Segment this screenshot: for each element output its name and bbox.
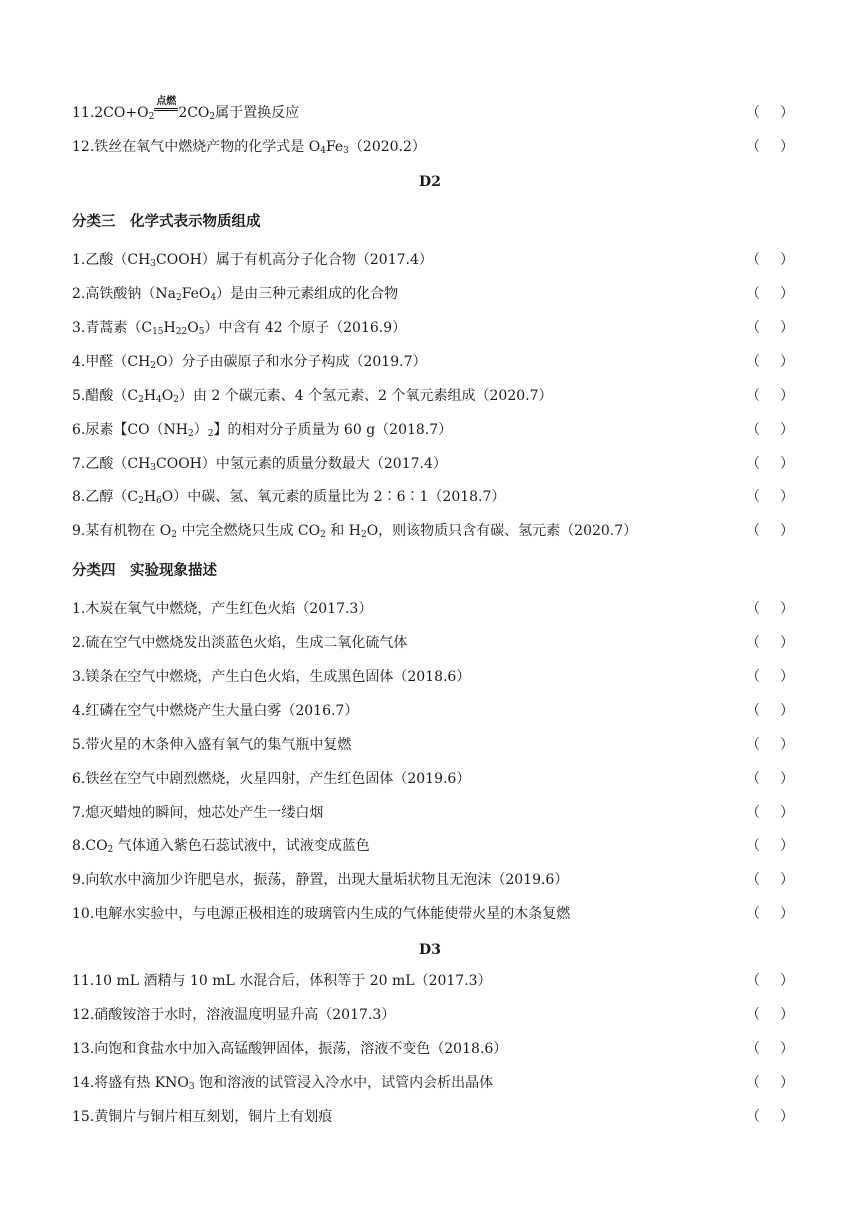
paren-open: （: [746, 906, 760, 922]
text-fragment: 10.电解水实验中，与电源正极相连的玻璃管内生成的气体能使带火星的木条复燃: [72, 906, 571, 922]
paren-open: （: [746, 456, 760, 472]
question-text: [72, 903, 570, 925]
paren-close: ）: [780, 1041, 794, 1057]
paren-close: ）: [780, 456, 794, 472]
paren-open: （: [746, 635, 760, 651]
paren-open: （: [746, 489, 760, 505]
subscript: 15: [152, 327, 164, 337]
text-fragment: 6.尿素【CO（NH: [72, 422, 189, 438]
answer-parentheses[interactable]: [746, 1106, 794, 1128]
paren-open: （: [746, 838, 760, 854]
subscript: 3: [150, 259, 157, 269]
paren-close: ）: [780, 105, 794, 121]
question-item: [72, 768, 794, 790]
text-fragment: 2.硫在空气中燃烧发出淡蓝色火焰，生成二氧化硫气体: [72, 635, 408, 651]
question-item: [72, 734, 794, 756]
question-text: [72, 869, 568, 891]
question-text: [72, 768, 470, 790]
text-fragment: 4.红磷在空气中燃烧产生大量白雾（2016.7）: [72, 703, 359, 719]
subscript: 2: [209, 112, 216, 122]
subscript: 2: [207, 429, 214, 439]
answer-parentheses[interactable]: [746, 1004, 794, 1026]
question-text: [72, 598, 372, 620]
question-text: [72, 520, 637, 542]
question-item: [72, 283, 794, 305]
paren-close: ）: [780, 973, 794, 989]
text-fragment: 属于置换反应: [215, 105, 300, 121]
text-fragment: O: [161, 388, 174, 404]
answer-parentheses[interactable]: [746, 486, 794, 508]
paren-close: ）: [780, 388, 794, 404]
subscript: 6: [156, 496, 162, 506]
paren-open: （: [746, 1075, 760, 1091]
answer-parentheses[interactable]: [746, 520, 794, 542]
paren-close: ）: [780, 805, 794, 821]
question-text: [72, 734, 351, 756]
subscript: 2: [150, 361, 157, 371]
question-text: [72, 1004, 395, 1026]
text-fragment: H: [143, 489, 157, 505]
paren-open: （: [746, 422, 760, 438]
paren-open: （: [746, 354, 760, 370]
text-fragment: 7.熄灭蜡烛的瞬间，烛芯处产生一缕白烟: [72, 805, 324, 821]
question-number: 12.: [72, 139, 95, 155]
answer-parentheses[interactable]: [746, 102, 794, 124]
paren-open: （: [746, 973, 760, 989]
question-item: [72, 1106, 794, 1128]
paren-close: ）: [780, 737, 794, 753]
answer-parentheses[interactable]: [746, 249, 794, 271]
formula-fragment: 2CO+O: [94, 105, 149, 121]
text-fragment: 气体通入紫色石蕊试液中，试液变成蓝色: [113, 838, 370, 854]
paren-close: ）: [780, 252, 794, 268]
text-fragment: 1.木炭在氧气中燃烧，产生红色火焰（2017.3）: [72, 601, 373, 617]
text-fragment: 铁丝在氧气中燃烧产物的化学式是 O: [94, 139, 321, 155]
paren-close: ）: [780, 523, 794, 539]
page-marker: D3: [419, 942, 441, 958]
question-text: [72, 1106, 332, 1128]
answer-parentheses[interactable]: [746, 700, 794, 722]
text-fragment: 6.铁丝在空气中剧烈燃烧，火星四射，产生红色固体（2019.6）: [72, 771, 471, 787]
question-item: [72, 419, 794, 441]
paren-open: （: [746, 703, 760, 719]
answer-parentheses[interactable]: [746, 970, 794, 992]
text-fragment: 4.甲醛（CH: [72, 354, 151, 370]
formula-fragment: 2CO: [178, 105, 210, 121]
question-text: [72, 385, 553, 407]
paren-open: （: [746, 320, 760, 336]
subscript: 3: [188, 1082, 195, 1092]
question-text: [72, 419, 452, 441]
question-text: [72, 317, 406, 339]
paren-close: ）: [780, 601, 794, 617]
question-item: [72, 869, 794, 891]
text-fragment: 7.乙酸（CH: [72, 456, 151, 472]
paren-close: ）: [780, 838, 794, 854]
answer-parentheses[interactable]: [746, 666, 794, 688]
paren-close: ）: [780, 286, 794, 302]
subscript: 2: [107, 845, 114, 855]
paren-open: （: [746, 872, 760, 888]
paren-open: （: [746, 669, 760, 685]
paren-close: ）: [780, 489, 794, 505]
answer-parentheses[interactable]: [746, 835, 794, 857]
subscript: 2: [138, 395, 144, 405]
text-fragment: 9.某有机物在 O: [72, 523, 172, 539]
answer-parentheses[interactable]: [746, 136, 794, 158]
paren-open: （: [746, 252, 760, 268]
question-text: [72, 970, 492, 992]
answer-parentheses[interactable]: [746, 419, 794, 441]
text-fragment: 15.黄铜片与铜片相互刻划，铜片上有划痕: [72, 1109, 333, 1125]
subscript: 2: [138, 496, 144, 506]
paren-open: （: [746, 388, 760, 404]
question-number: 11.: [72, 105, 95, 121]
question-item: [72, 486, 794, 508]
paren-close: ）: [780, 422, 794, 438]
subscript: 4: [156, 395, 162, 405]
text-fragment: 11.10 mL 酒精与 10 mL 水混合后，体积等于 20 mL（2017.3）: [72, 973, 492, 989]
question-item: [72, 1004, 794, 1026]
answer-parentheses[interactable]: [746, 802, 794, 824]
text-fragment: O）分子由碳原子和水分子构成（2019.7）: [156, 354, 427, 370]
text-fragment: 8.乙醇（C: [72, 489, 139, 505]
paren-close: ）: [780, 320, 794, 336]
page-marker: D2: [419, 174, 441, 190]
text-fragment: COOH）中氢元素的质量分数最大（2017.4）: [156, 456, 447, 472]
paren-close: ）: [780, 1007, 794, 1023]
answer-parentheses[interactable]: [746, 453, 794, 475]
question-item: [72, 317, 794, 339]
answer-parentheses[interactable]: [746, 768, 794, 790]
text-fragment: 和 H: [325, 523, 361, 539]
text-fragment: O）中碳、氢、氧元素的质量比为 2∶6∶1（2018.7）: [161, 489, 506, 505]
question-text: [72, 700, 358, 722]
answer-parentheses[interactable]: [746, 385, 794, 407]
answer-parentheses[interactable]: [746, 317, 794, 339]
subscript: 2: [320, 530, 326, 540]
formula-fragment: Fe: [325, 139, 344, 155]
question-text: [72, 453, 447, 475]
question-item: [72, 970, 794, 992]
question-item: [72, 666, 794, 688]
reaction-condition: [154, 96, 178, 117]
paren-close: ）: [780, 139, 794, 155]
subscript: 22: [175, 327, 188, 337]
text-fragment: 12.硝酸铵溶于水时，溶液温度明显升高（2017.3）: [72, 1007, 396, 1023]
text-fragment: H: [143, 388, 157, 404]
text-fragment: COOH）属于有机高分子化合物（2017.4）: [156, 252, 433, 268]
question-text: [72, 802, 323, 824]
text-fragment: O，则该物质只含有碳、氢元素（2020.7）: [366, 523, 638, 539]
question-item: [72, 1072, 794, 1094]
question-item: [72, 632, 794, 654]
question-text: [72, 666, 470, 688]
question-item: [72, 249, 794, 271]
section-heading: 分类三 化学式表示物质组成: [72, 214, 261, 230]
answer-parentheses[interactable]: [746, 869, 794, 891]
question-item: [72, 136, 794, 158]
subscript: 4: [210, 293, 217, 303]
text-fragment: 3.镁条在空气中燃烧，产生白色火焰，生成黑色固体（2018.6）: [72, 669, 471, 685]
text-fragment: 14.将盛有热 KNO: [72, 1075, 189, 1091]
paren-open: （: [746, 601, 760, 617]
question-text: [72, 283, 398, 305]
question-text: [72, 1038, 507, 1060]
paren-close: ）: [780, 1109, 794, 1125]
question-text: [72, 249, 433, 271]
question-text: [72, 1072, 493, 1094]
paren-close: ）: [780, 669, 794, 685]
answer-parentheses[interactable]: [746, 1038, 794, 1060]
subscript: 2: [360, 530, 367, 540]
text-fragment: （2020.2）: [348, 139, 426, 155]
paren-close: ）: [780, 635, 794, 651]
text-fragment: H: [163, 320, 176, 336]
text-fragment: 5.带火星的木条伸入盛有氧气的集气瓶中复燃: [72, 737, 352, 753]
subscript: 5: [198, 327, 205, 337]
answer-parentheses[interactable]: [746, 632, 794, 654]
paren-open: （: [746, 105, 760, 121]
text-fragment: 8.CO: [72, 838, 108, 854]
subscript: 2: [188, 429, 194, 439]
paren-open: （: [746, 1041, 760, 1057]
paren-open: （: [746, 1109, 760, 1125]
text-fragment: ）中含有 42 个原子（2016.9）: [204, 320, 407, 336]
answer-parentheses[interactable]: [746, 598, 794, 620]
answer-parentheses[interactable]: [746, 1072, 794, 1094]
question-item: [72, 802, 794, 824]
subscript: 4: [320, 146, 326, 156]
question-text: [72, 351, 426, 373]
paren-close: ）: [780, 771, 794, 787]
condition-label: 点燃: [156, 96, 177, 107]
answer-parentheses[interactable]: [746, 903, 794, 925]
question-item: [72, 520, 794, 542]
question-item: [72, 903, 794, 925]
subscript: 3: [343, 146, 349, 156]
paren-open: （: [746, 139, 760, 155]
question-item: [72, 453, 794, 475]
paren-close: ）: [780, 703, 794, 719]
text-fragment: O: [187, 320, 199, 336]
paren-close: ）: [780, 872, 794, 888]
text-fragment: 1.乙酸（CH: [72, 252, 151, 268]
question-item: [72, 385, 794, 407]
paren-open: （: [746, 286, 760, 302]
section-heading: 分类四 实验现象描述: [72, 563, 217, 579]
question-text: [72, 486, 505, 508]
answer-parentheses[interactable]: [746, 351, 794, 373]
text-fragment: 9.向软水中滴加少许肥皂水，振荡，静置，出现大量垢状物且无泡沫（2019.6）: [72, 872, 569, 888]
question-item: [72, 598, 794, 620]
text-fragment: FeO: [181, 286, 211, 302]
paren-open: （: [746, 771, 760, 787]
subscript: 2: [171, 530, 178, 540]
text-fragment: 13.向饱和食盐水中加入高锰酸钾固体，振荡，溶液不变色（2018.6）: [72, 1041, 508, 1057]
paren-open: （: [746, 523, 760, 539]
text-fragment: 】的相对分子质量为 60 g（2018.7）: [213, 422, 453, 438]
question-item: [72, 351, 794, 373]
question-text: [72, 136, 426, 158]
question-text: [72, 835, 370, 857]
equals-bar: [154, 108, 178, 111]
text-fragment: 3.青蒿素（C: [72, 320, 153, 336]
text-fragment: ）是由三种元素组成的化合物: [216, 286, 399, 302]
subscript: 2: [148, 112, 155, 122]
text-fragment: 中完全燃烧只生成 CO: [177, 523, 321, 539]
question-item: [72, 96, 794, 124]
question-text: [72, 632, 407, 654]
paren-close: ）: [780, 906, 794, 922]
text-fragment: 2.高铁酸钠（Na: [72, 286, 176, 302]
question-item: [72, 835, 794, 857]
subscript: 2: [173, 395, 179, 405]
text-fragment: ）由 2 个碳元素、4 个氢元素、2 个氧元素组成（2020.7）: [178, 388, 553, 404]
text-fragment: 5.醋酸（C: [72, 388, 139, 404]
question-text: [72, 96, 300, 124]
subscript: 2: [175, 293, 182, 303]
answer-parentheses[interactable]: [746, 283, 794, 305]
paren-close: ）: [780, 1075, 794, 1091]
paren-close: ）: [780, 354, 794, 370]
subscript: 3: [150, 463, 157, 473]
paren-open: （: [746, 805, 760, 821]
answer-parentheses[interactable]: [746, 734, 794, 756]
paren-open: （: [746, 737, 760, 753]
text-fragment: 饱和溶液的试管浸入冷水中，试管内会析出晶体: [194, 1075, 494, 1091]
paren-open: （: [746, 1007, 760, 1023]
question-item: [72, 700, 794, 722]
question-item: [72, 1038, 794, 1060]
text-fragment: ）: [193, 422, 208, 438]
